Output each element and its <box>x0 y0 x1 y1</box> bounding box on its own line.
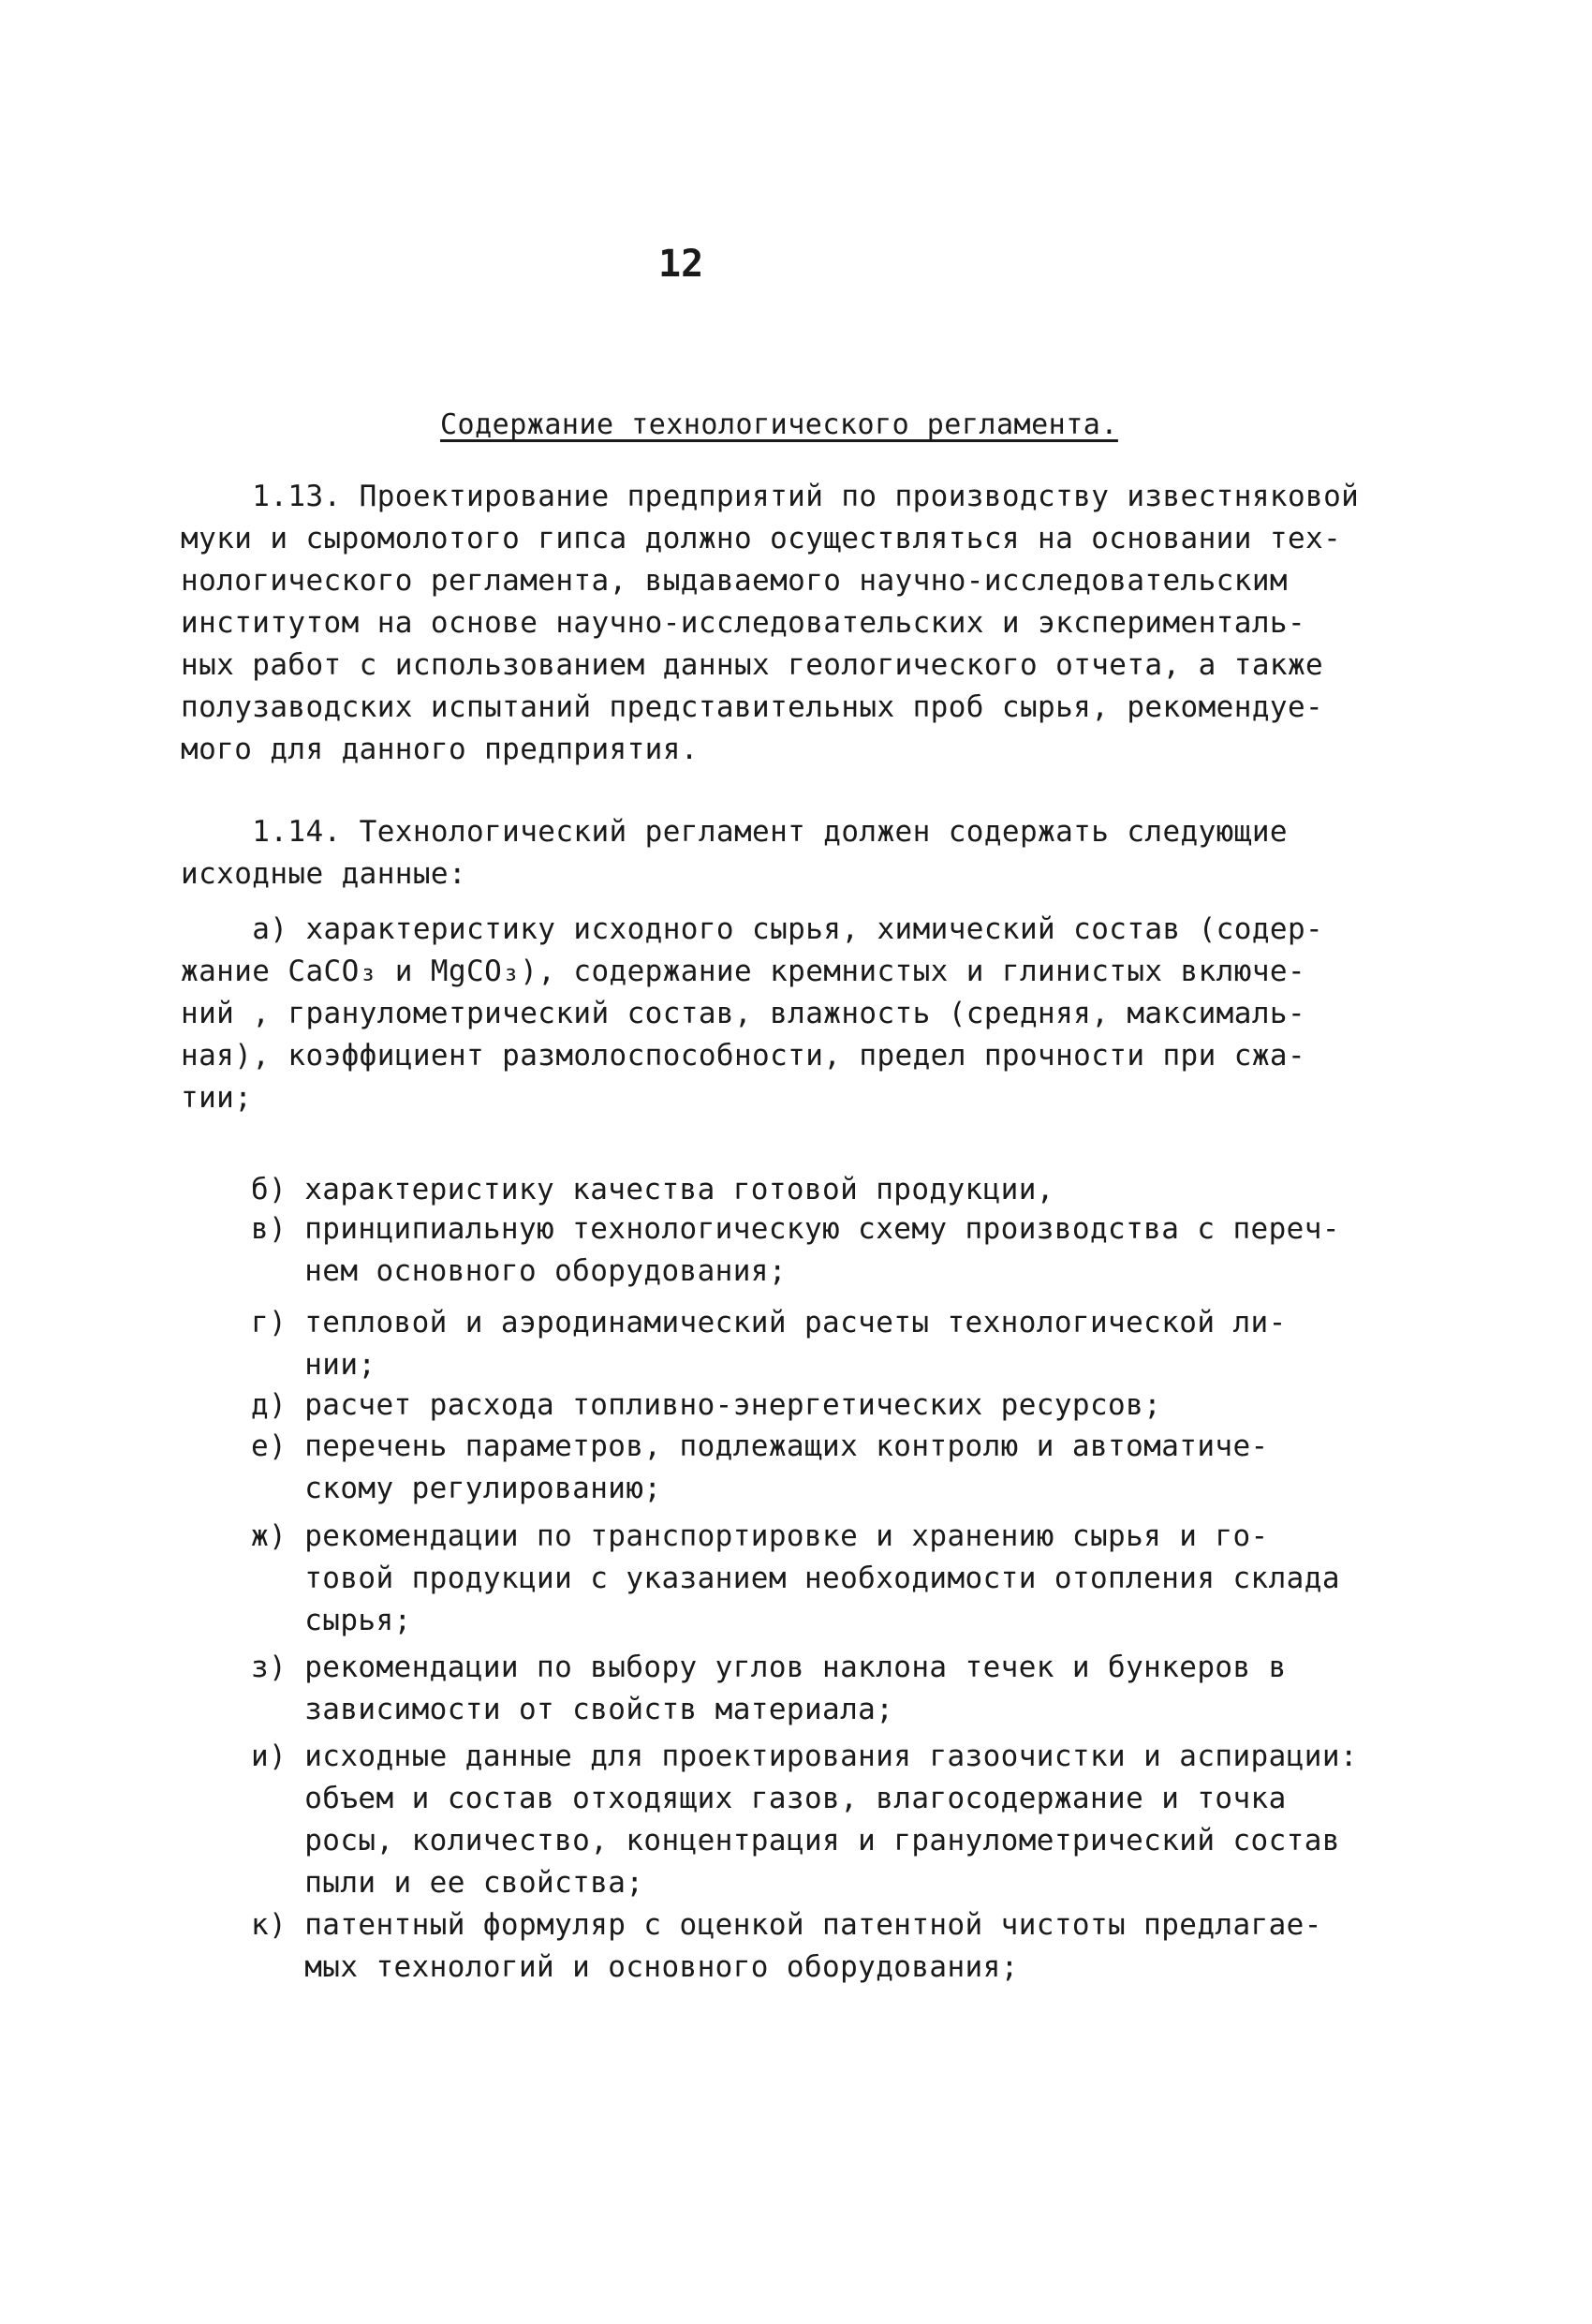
list-item-g <box>251 1302 1287 1386</box>
list-item-line: и) исходные данные для проектирования газоочистки и аспирации: <box>251 1739 1358 1773</box>
list-item-line: жание CaCO₃ и MgCO₃), содержание кремнистых и глинистых включе- <box>181 955 1306 988</box>
list-item-a <box>181 909 1323 1119</box>
paragraph-line: ных работ с использованием данных геологического отчета, а также <box>181 648 1324 682</box>
list-item-i <box>251 1736 1358 1904</box>
list-item-k <box>251 1904 1322 1989</box>
section-title: Содержание технологического регламента. <box>440 408 1118 441</box>
list-item-line: росы, количество, концентрация и гранулометрический состав <box>251 1824 1340 1858</box>
paragraph-line: нологического регламента, выдаваемого научно-исследовательским <box>181 564 1288 598</box>
list-item-e <box>251 1426 1269 1510</box>
paragraph-line: полузаводских испытаний представительных проб сырья, рекомендуе- <box>181 690 1324 724</box>
paragraph-line: 1.14. Технологический регламент должен содержать следующие <box>181 815 1288 849</box>
list-item-line: сырья; <box>251 1604 412 1637</box>
list-item-line: товой продукции с указанием необходимости отопления склада <box>251 1562 1340 1595</box>
paragraph-line: институтом на основе научно-исследовательских и эксперименталь- <box>181 606 1306 640</box>
list-item-zh <box>251 1516 1340 1642</box>
list-item-line: г) тепловой и аэродинамический расчеты технологической ли- <box>251 1306 1287 1340</box>
paragraph-1-14 <box>181 811 1288 896</box>
paragraph-line: мого для данного предприятия. <box>181 733 699 766</box>
list-item-line: пыли и ее свойства; <box>251 1866 644 1900</box>
paragraph-line: 1.13. Проектирование предприятий по производству известняковой <box>181 480 1360 513</box>
list-item-line: к) патентный формуляр с оценкой патентной чистоты предлагае- <box>251 1908 1322 1942</box>
list-item-line: скому регулированию; <box>251 1472 662 1505</box>
list-item-line: з) рекомендации по выбору углов наклона течек и бункеров в <box>251 1650 1287 1684</box>
list-item-b <box>251 1169 1054 1211</box>
list-item-line: нии; <box>251 1348 376 1382</box>
list-item-line: зависимости от свойств материала; <box>251 1693 894 1726</box>
list-item-line: ж) рекомендации по транспортировке и хранению сырья и го- <box>251 1519 1269 1553</box>
list-item-d <box>251 1384 1161 1427</box>
paragraph-1-13 <box>181 476 1359 771</box>
list-item-line: мых технологий и основного оборудования; <box>251 1950 1019 1984</box>
list-item-line: ная), коэффициент размолоспособности, предел прочности при сжа- <box>181 1039 1306 1073</box>
list-item-line: нем основного оборудования; <box>251 1254 787 1288</box>
paragraph-line: муки и сыромолотого гипса должно осуществляться на основании тех- <box>181 522 1342 555</box>
list-item-line: в) принципиальную технологическую схему производства с переч- <box>251 1212 1340 1246</box>
list-item-line: б) характеристику качества готовой продукции, <box>251 1173 1054 1206</box>
list-item-v <box>251 1208 1340 1293</box>
page-number: 12 <box>658 243 704 286</box>
list-item-line: д) расчет расхода топливно-энергетических ресурсов; <box>251 1388 1162 1422</box>
list-item-line: ний , гранулометрический состав, влажность (средняя, максималь- <box>181 997 1306 1030</box>
list-item-line: объем и состав отходящих газов, влагосодержание и точка <box>251 1782 1287 1815</box>
list-item-line: а) характеристику исходного сырья, химический состав (содер- <box>181 912 1324 946</box>
list-item-z <box>251 1647 1287 1731</box>
list-item-line: тии; <box>181 1081 253 1115</box>
list-item-line: е) перечень параметров, подлежащих контролю и автоматиче- <box>251 1429 1269 1463</box>
paragraph-line: исходные данные: <box>181 857 467 891</box>
